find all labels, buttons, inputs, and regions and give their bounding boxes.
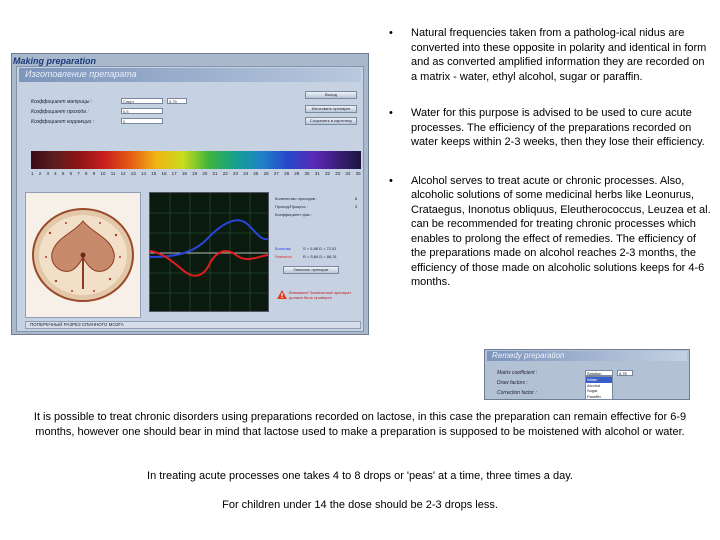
bullet-item [389,26,711,84]
option-water[interactable]: Water [586,377,612,383]
frequency-graph [149,192,269,312]
bullet-list [389,26,711,312]
option-paraffin[interactable]: Paraffin [587,393,601,399]
spectrum-tick: 19 [192,171,198,176]
pass-process-label: Проход/Процесс : [275,204,308,209]
spectrum-tick: 7 [77,171,80,176]
passes-label: Количество проходов : [275,196,318,201]
spectrum-tick: 27 [273,171,279,176]
spectrum-tick: 33 [335,171,341,176]
bullet-text: Alcohol serves to treat acute or chronic processes. Also, alcoholic solutions of some medicinal herbs like Leonurus, Crataegus, Inonotus obliquus, Eleutherococcus, Leuzea et al. can be recommended for treating chronic processes which enables to prolong the effect of remedies. The efficiency of the preparations made on alcohol reaches 2-3 months, the efficiency of those made on alcoholic solutions keeps for 4-6 months. [411,174,711,288]
correction-factor-label: Correction factor : [497,390,537,396]
spectrum-tick: 2 [38,171,42,176]
spectrum-tick: 18 [181,171,187,176]
matrix-value-field[interactable]: 0,75 [167,98,187,104]
spectrum-tick: 26 [263,171,269,176]
spectrum-tick: 31 [314,171,320,176]
passes-value: 8 [355,196,358,201]
spectrum-tick: 13 [130,171,136,176]
bullet-symbol: • [389,174,393,187]
spectrum-tick: 5 [61,171,65,176]
record-preparation-button[interactable]: Записать препарат [283,266,339,274]
warning-text: Внимание! Записанный препарат должен быть проверен [289,290,352,300]
matrix-value-field[interactable]: 0,75 [617,370,633,376]
row-pass-label: Коэффициент прохода : [31,109,89,115]
remedy-header [487,351,687,361]
paragraph-children-dosage: For children under 14 the dose should be 2-3 drops less. [222,499,498,511]
spectrum-tick: 21 [212,171,218,176]
spectrum-tick: 20 [202,171,208,176]
making-preparation-screenshot [11,53,369,335]
spectrum-tick: 35 [355,171,361,176]
info-panel [275,192,361,318]
graph-svg [150,193,268,311]
spectrum-tick: 12 [120,171,126,176]
pass-process-value: 3 [355,204,358,209]
spectrum-ticks [31,171,361,179]
red-series-label: Разность [275,254,292,259]
option-sugar[interactable]: Sugar [587,388,598,393]
spectrum-tick: 3 [46,171,49,176]
bullet-text: Water for this purpose is advised to be used to cure acute processes. The efficiency of the preparations recorded on water keeps within 2-3 weeks, then they lose their efficiency. [411,107,705,148]
spectrum-tick: 23 [232,171,238,176]
spectrum-tick: 22 [222,171,228,176]
exit-button[interactable]: Выход [305,91,357,99]
spectrum-tick: 4 [54,171,57,176]
warning-icon [277,290,287,299]
spectrum-tick: 1 [31,171,34,176]
make-preparation-button[interactable]: Изготовить препарат [305,105,357,113]
spinal-cord-image [26,193,140,317]
matrix-select[interactable]: Спирт [121,98,163,104]
paragraph-lactose: It is possible to treat chronic disorders using preparations recorded on lactose, in this case the preparation can remain effective for 6-9 months, however one should bear in mind that lactose used to make a preparation is supposed to be moistened with alcohol or water. [33,411,687,438]
bullet-item [389,174,711,290]
spectrum-tick: 16 [161,171,167,176]
spectrum-tick: 15 [151,171,157,176]
blue-waveform [150,220,268,257]
row-matrix-label: Коэффициент матрицы : [31,99,93,105]
matrix-options-list [585,376,613,400]
matrix-coefficient-label: Matrix coefficient : [497,370,538,376]
remedy-title: Remedy preparation [492,351,565,360]
bullet-item [389,106,711,150]
spectrum-tick: 30 [304,171,310,176]
spectrum-tick: 10 [100,171,106,176]
remedy-preparation-screenshot [484,349,690,400]
bullet-symbol: • [389,27,393,39]
spectrum-tick: 24 [243,171,249,176]
spectrum-tick: 17 [171,171,177,176]
spectrum-tick: 6 [69,171,73,176]
spectrum-tick: 8 [85,171,88,176]
paragraph-acute-dosage: In treating acute processes one takes 4 to 8 drops or 'peas' at a time, three times a day. [147,470,573,482]
phase-coefficient-label: Коэффициент фаз : [275,212,312,217]
option-alcohol[interactable]: Alcohol [587,382,601,388]
row-correction-label: Коэффициент коррекции : [31,119,95,125]
bullet-symbol: • [389,107,393,119]
spectrum-tick: 14 [141,171,147,176]
blue-series-values: S = 5,88 D = 72,51 [303,246,337,251]
making-preparation-panel [16,66,364,332]
making-preparation-title: Making preparation [13,56,97,66]
spectrum-tick: 9 [92,171,96,176]
spinal-cord-cross-section [25,192,141,318]
frequency-spectrum [31,151,361,169]
panel-header [19,68,361,82]
spectrum-tick: 29 [294,171,300,176]
spectrum-tick: 28 [284,171,290,176]
draw-factors-label: Draw factors : [497,380,528,386]
image-caption: ПОПЕРЕЧНЫЙ РАЗРЕЗ СПИННОГО МОЗГА [25,321,361,329]
spectrum-tick: 34 [345,171,351,176]
red-waveform [150,251,268,276]
correction-field[interactable]: 0 [121,118,163,124]
blue-series-label: Вольтаж [275,246,291,251]
save-to-file-button[interactable]: Сохранить в картотеку [305,117,357,125]
spectrum-tick: 32 [324,171,330,176]
spectrum-tick: 11 [110,171,116,176]
panel-header-text: Изготовление препарата [25,69,137,79]
red-series-values: R = 5,84 D = 86,31 [303,254,337,259]
bullet-text: Natural frequencies taken from a patholog-ical nidus are converted into these opposite in polarity and identical in form and as converted amplified information they are recorded on a matrix - water, ethyl alcohol, sugar or paraffin. [411,27,707,83]
matrix-select[interactable]: Solution [585,370,613,376]
spectrum-tick: 25 [253,171,259,176]
pass-field[interactable]: 0,5 [121,108,163,114]
